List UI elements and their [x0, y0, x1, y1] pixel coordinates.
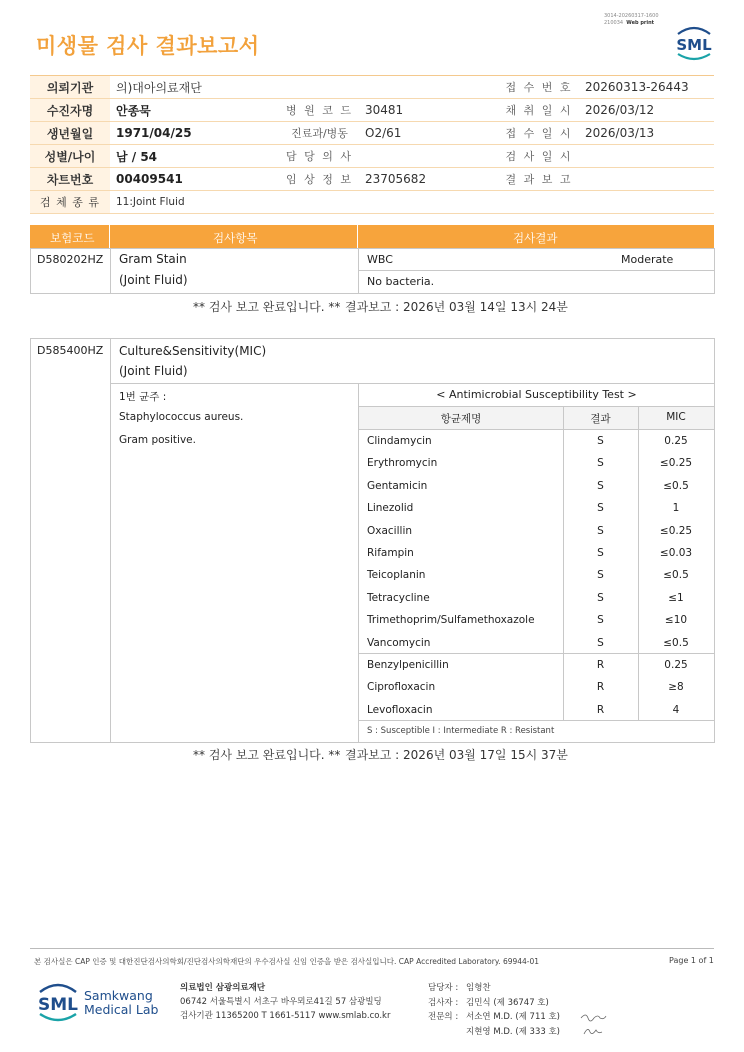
- document-code-line2: 210034: [604, 20, 624, 26]
- gram-result: Gram positive.: [119, 434, 196, 446]
- drug-result: R: [596, 681, 605, 694]
- drug-name: Oxacillin: [367, 524, 413, 537]
- staff-label: 담당자 :: [428, 983, 459, 993]
- drug-name: Levofloxacin: [367, 703, 433, 716]
- drug-name: Trimethoprim/Sulfamethoxazole: [367, 614, 535, 627]
- drug-name: Tetracycline: [367, 591, 430, 604]
- sml-logo: [672, 24, 716, 62]
- drug-mic: ≤0.5: [663, 636, 689, 649]
- test1-code: D580202HZ: [37, 253, 104, 266]
- drug-name: Rifampin: [367, 547, 414, 559]
- drug-name: Benzylpenicillin: [367, 659, 449, 671]
- info-value: 11:Joint Fluid: [110, 191, 714, 214]
- info-label: 결 과 보 고: [499, 168, 579, 191]
- ast-row: [359, 452, 714, 474]
- header-insurance-code: 보험코드: [50, 231, 95, 245]
- drug-result: S: [597, 479, 604, 492]
- lab-contact: 검사기관 11365200 T 1661-5117 www.smlab.co.kr: [180, 1011, 391, 1021]
- staff-label: 검사자 :: [428, 997, 459, 1008]
- test2-code: D585400HZ: [37, 344, 104, 357]
- info-label: 접 수 번 호: [499, 76, 579, 99]
- info-label: 접 수 일 시: [499, 122, 579, 145]
- test1-complete: ** 검사 보고 완료입니다. **: [193, 300, 341, 314]
- samkwang-logo-mark: [36, 980, 80, 1024]
- drug-mic: ≤10: [664, 614, 688, 627]
- page-number: Page 1 of 1: [669, 956, 714, 965]
- footer-divider: [30, 948, 714, 949]
- organism-name: Staphylococcus aureus.: [119, 411, 244, 423]
- cert-text: 본 검사실은 CAP 인증 및 대한진단검사의학회/진단검사의학재단의 우수검사실 신임 인증을 받은 검사실입니다. CAP Accredited Laboratory. 69944-01: [34, 957, 540, 966]
- info-value: O2/61: [359, 122, 499, 145]
- staff-value: 김민식 (제 36747 호): [466, 997, 549, 1008]
- header-test-item: 검사항목: [213, 231, 258, 245]
- drug-result: S: [597, 457, 604, 470]
- sml-logo-text: SML: [676, 36, 712, 54]
- ast-row: [359, 587, 714, 609]
- info-value: 2026/03/13: [579, 122, 714, 145]
- ast-row: [359, 520, 714, 542]
- ast-row: [359, 609, 714, 631]
- test1-report-time: 결과보고 : 2026년 03월 14일 13시 24분: [345, 300, 568, 314]
- ast-row: [359, 564, 714, 586]
- info-value: 안종묵: [110, 99, 280, 122]
- info-row: [30, 99, 714, 122]
- wbc-label: WBC: [367, 253, 393, 266]
- test1-specimen: (Joint Fluid): [119, 273, 188, 287]
- wbc-value: Moderate: [621, 253, 674, 266]
- lab-org-name: 의료법인 삼광의료재단: [180, 983, 266, 993]
- signature: [578, 1010, 608, 1040]
- info-label: 검 사 일 시: [499, 145, 579, 168]
- ast-row: [359, 542, 714, 564]
- wordmark-line2: Medical Lab: [84, 1002, 159, 1017]
- info-row: [30, 76, 714, 99]
- document-code: [604, 13, 659, 27]
- drug-name: Ciprofloxacin: [367, 681, 436, 694]
- ast-table: [359, 384, 714, 742]
- drug-mic: 1: [672, 502, 680, 515]
- col-drug: 항균제명: [440, 413, 482, 425]
- drug-mic: ≤1: [668, 591, 684, 604]
- lab-contact-block: [180, 981, 390, 1023]
- info-label: 생년월일: [30, 122, 110, 145]
- header-test-result: 검사결과: [513, 231, 558, 245]
- test1-name: Gram Stain: [119, 252, 187, 266]
- drug-mic: 0.25: [664, 659, 688, 671]
- info-label: 검 체 종 류: [30, 191, 110, 214]
- test2-specimen: (Joint Fluid): [119, 364, 188, 378]
- info-row: [30, 122, 714, 145]
- info-label: 진료과/병동: [280, 122, 359, 145]
- web-print-label: Web print: [626, 20, 655, 26]
- bacteria-result: No bacteria.: [367, 275, 435, 288]
- info-label: 병 원 코 드: [280, 99, 359, 122]
- drug-name: Erythromycin: [367, 457, 438, 470]
- ast-row: [359, 430, 714, 452]
- drug-mic: ≤0.25: [659, 457, 693, 470]
- test2-name: Culture&Sensitivity(MIC): [119, 344, 267, 358]
- ast-row: [359, 632, 714, 654]
- drug-mic: ≥8: [668, 681, 684, 694]
- samkwang-logo-text: SML: [38, 995, 78, 1015]
- drug-mic: 4: [672, 703, 680, 716]
- drug-result: S: [597, 614, 604, 627]
- info-value: 23705682: [359, 168, 499, 191]
- info-value: [579, 168, 714, 191]
- drug-name: Linezolid: [367, 502, 414, 515]
- drug-name: Gentamicin: [367, 479, 428, 492]
- info-label: 수진자명: [30, 99, 110, 122]
- report-title: 미생물 검사 결과보고서: [36, 34, 260, 58]
- info-value: [579, 145, 714, 168]
- drug-result: R: [596, 703, 605, 716]
- drug-result: R: [596, 659, 605, 671]
- drug-name: Clindamycin: [367, 435, 432, 447]
- patient-info-table: [30, 75, 714, 214]
- drug-result: S: [597, 502, 604, 515]
- info-row: [30, 191, 714, 214]
- gram-stain-box: [30, 248, 715, 294]
- document-code-line1: 3014-20260317-1600: [604, 13, 659, 19]
- info-value: 1971/04/25: [110, 122, 280, 145]
- lab-address: 06742 서울특별시 서초구 바우뫼로41길 57 삼광빌딩: [180, 997, 382, 1007]
- drug-mic: ≤0.5: [663, 479, 689, 492]
- culture-box: [30, 338, 715, 743]
- result-header-bar: [30, 225, 714, 248]
- ast-header-row: [359, 407, 714, 429]
- info-row: [30, 168, 714, 191]
- ast-row: [359, 654, 714, 676]
- drug-result: S: [597, 524, 604, 537]
- info-value: 2026/03/12: [579, 99, 714, 122]
- info-label: 담 당 의 사: [280, 145, 359, 168]
- col-result: 결과: [590, 413, 611, 425]
- wordmark-line1: Samkwang: [84, 988, 153, 1003]
- info-value: [359, 145, 499, 168]
- info-label: 차트번호: [30, 168, 110, 191]
- drug-result: S: [597, 591, 604, 604]
- ast-row: [359, 676, 714, 698]
- samkwang-wordmark: [84, 989, 158, 1017]
- info-row: [30, 145, 714, 168]
- ast-title: < Antimicrobial Susceptibility Test >: [436, 388, 637, 401]
- col-mic: MIC: [666, 411, 686, 423]
- staff-label: 전문의 :: [428, 1012, 459, 1022]
- test2-complete: ** 검사 보고 완료입니다. **: [193, 748, 341, 762]
- info-label: 의뢰기관: [30, 76, 110, 99]
- ast-legend: S : Susceptible I : Intermediate R : Resistant: [367, 726, 555, 736]
- info-value: 30481: [359, 99, 499, 122]
- info-value: 00409541: [110, 168, 280, 191]
- drug-mic: ≤0.5: [663, 569, 689, 582]
- drug-result: S: [597, 569, 604, 582]
- drug-name: Teicoplanin: [367, 569, 426, 582]
- staff-block: [428, 981, 560, 1039]
- staff-value: 서소연 M.D. (제 711 호): [466, 1012, 561, 1022]
- staff-value: 임형찬: [466, 983, 491, 993]
- staff-value: 지현영 M.D. (제 333 호): [466, 1026, 561, 1037]
- drug-result: S: [597, 547, 604, 559]
- info-label: 채 취 일 시: [499, 99, 579, 122]
- info-value: 20260313-26443: [579, 76, 714, 99]
- ast-row: [359, 497, 714, 519]
- organism-label: 1번 균주 :: [119, 391, 167, 403]
- info-label: 성별/나이: [30, 145, 110, 168]
- info-value: 남 / 54: [110, 145, 280, 168]
- ast-row: [359, 699, 714, 721]
- info-value: 의)대아의료재단: [110, 76, 499, 99]
- ast-row: [359, 475, 714, 497]
- drug-result: S: [597, 435, 604, 447]
- info-label: 임 상 정 보: [280, 168, 359, 191]
- test2-report-time: 결과보고 : 2026년 03월 17일 15시 37분: [345, 748, 568, 762]
- drug-mic: ≤0.25: [659, 524, 693, 537]
- drug-result: S: [597, 636, 604, 649]
- drug-mic: ≤0.03: [659, 547, 693, 559]
- drug-name: Vancomycin: [367, 636, 431, 649]
- drug-mic: 0.25: [664, 435, 688, 447]
